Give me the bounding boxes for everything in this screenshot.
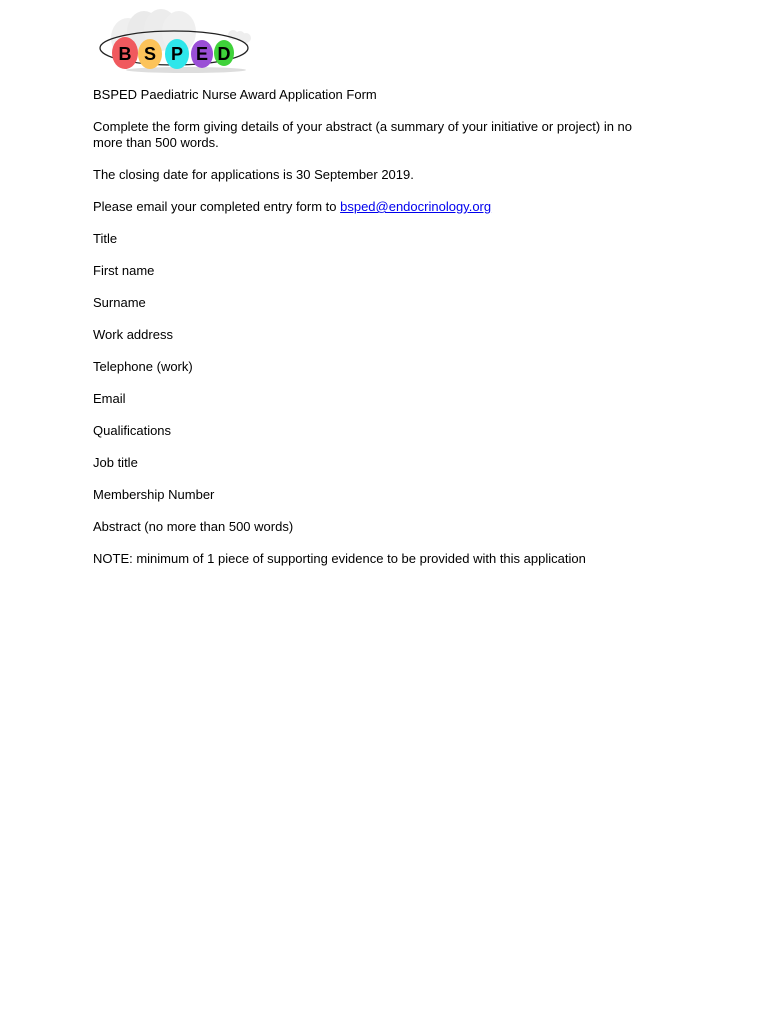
field-label-title: Title: [93, 231, 118, 246]
email-instruction: [93, 199, 491, 215]
svg-text:S: S: [143, 44, 157, 64]
svg-text:B: B: [118, 44, 132, 64]
closing-date-text: The closing date for applications is 30 September 2019.: [93, 167, 414, 182]
field-label-email: Email: [93, 391, 126, 406]
email-link[interactable]: bsped@endocrinology.org: [340, 199, 492, 214]
svg-text:D: D: [217, 44, 231, 64]
field-label-telephone: Telephone (work): [93, 359, 193, 374]
svg-text:E: E: [195, 44, 209, 64]
field-label-job-title: Job title: [93, 455, 138, 470]
intro-text-line1: Complete the form giving details of your abstract (a summary of your initiative or project) in no: [93, 119, 633, 134]
bsped-logo: [96, 8, 256, 76]
field-label-surname: Surname: [93, 295, 146, 310]
field-label-membership-number: Membership Number: [93, 487, 215, 502]
field-label-work-address: Work address: [93, 327, 173, 342]
email-prefix: Please email your completed entry form to: [93, 199, 341, 214]
field-label-first-name: First name: [93, 263, 155, 278]
field-label-abstract: Abstract (no more than 500 words): [93, 519, 294, 534]
form-heading: BSPED Paediatric Nurse Award Application Form: [93, 87, 377, 102]
note-text: NOTE: minimum of 1 piece of supporting evidence to be provided with this application: [93, 551, 586, 566]
field-label-qualifications: Qualifications: [93, 423, 172, 438]
intro-text-line2: more than 500 words.: [93, 135, 219, 150]
svg-text:P: P: [170, 44, 184, 64]
